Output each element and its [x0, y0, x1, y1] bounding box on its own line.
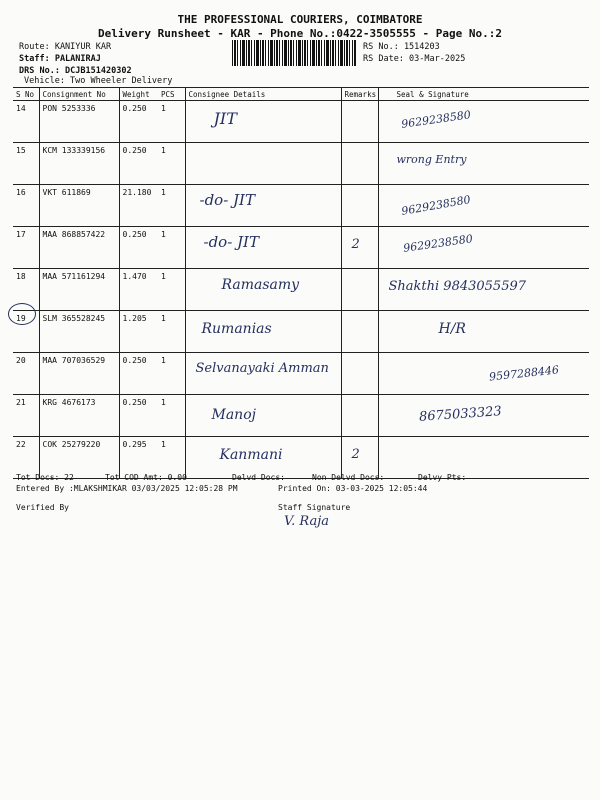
delivered-docs: Delvd Docs:: [232, 473, 285, 482]
row-remarks: [341, 395, 378, 437]
row-seal-signature: [378, 437, 589, 479]
row-sno: 19: [13, 311, 39, 353]
row-seal-signature: [378, 185, 589, 227]
row-weight: 1.205: [119, 311, 158, 353]
non-delivered-docs: Non Delvd Docs:: [312, 473, 385, 482]
drs-number: DRS No.: DCJB151420302: [19, 66, 132, 76]
printed-on: Printed On: 03-03-2025 12:05:44: [278, 484, 428, 493]
row-seal-signature: [378, 353, 589, 395]
row-consignee-details: [185, 395, 341, 437]
row-consignment-no: PON 5253336: [39, 101, 119, 143]
vehicle-label: Vehicle: Two Wheeler Delivery: [24, 76, 173, 86]
row-consignment-no: MAA 571161294: [39, 269, 119, 311]
row-consignment-no: MAA 868857422: [39, 227, 119, 269]
col-header-sno: S No: [13, 88, 39, 101]
row-seal-signature: [378, 143, 589, 185]
row-consignee-details: [185, 227, 341, 269]
company-title: THE PROFESSIONAL COURIERS, COIMBATORE: [177, 13, 423, 26]
handwritten-signature: 9629238580: [401, 232, 474, 255]
handwritten-signature: 9597288446: [488, 363, 559, 384]
handwritten-consignee: Manoj: [211, 407, 256, 423]
row-consignment-no: MAA 707036529: [39, 353, 119, 395]
rs-number: RS No.: 1514203: [363, 42, 440, 52]
row-remarks: [341, 143, 378, 185]
row-weight: 0.250: [119, 395, 158, 437]
table-row: [13, 437, 589, 479]
table-row: [13, 269, 589, 311]
handwritten-signature: 9629238580: [399, 108, 472, 131]
handwritten-consignee: -do- JIT: [199, 191, 255, 209]
row-pcs: 1: [158, 311, 185, 353]
row-weight: 0.250: [119, 353, 158, 395]
handwritten-consignee: Ramasamy: [221, 277, 300, 293]
staff-handwritten-signature: V. Raja: [284, 514, 329, 529]
row-seal-signature: [378, 311, 589, 353]
table-row: [13, 353, 589, 395]
row-pcs: 1: [158, 143, 185, 185]
entered-by: Entered By :MLAKSHMIKAR 03/03/2025 12:05:28 PM: [16, 484, 238, 493]
barcode: [232, 40, 356, 66]
row-pcs: 1: [158, 227, 185, 269]
row-remarks: [341, 185, 378, 227]
row-consignment-no: COK 25279220: [39, 437, 119, 479]
col-header-consignment: Consignment No: [39, 88, 119, 101]
hand-circle-mark: [8, 303, 36, 325]
row-consignee-details: [185, 143, 341, 185]
row-consignee-details: [185, 185, 341, 227]
row-weight: 0.295: [119, 437, 158, 479]
handwritten-signature: H/R: [438, 321, 466, 337]
row-weight: 21.180: [119, 185, 158, 227]
runsheet-table: [13, 87, 589, 479]
row-remarks: [341, 101, 378, 143]
verified-by-label: Verified By: [16, 503, 69, 512]
row-remarks: [341, 353, 378, 395]
row-remarks: [341, 311, 378, 353]
staff-label: Staff: PALANIRAJ: [19, 54, 101, 64]
handwritten-consignee: JIT: [213, 109, 237, 128]
handwritten-signature: 8675033323: [418, 404, 502, 425]
handwritten-consignee: Rumanias: [201, 321, 272, 337]
row-pcs: 1: [158, 395, 185, 437]
table-row: [13, 311, 589, 353]
row-weight: 1.470: [119, 269, 158, 311]
handwritten-signature: 9629238580: [399, 193, 472, 218]
row-pcs: 1: [158, 185, 185, 227]
row-sno: 14: [13, 101, 39, 143]
handwritten-consignee: Kanmani: [219, 447, 283, 463]
row-consignment-no: KRG 4676173: [39, 395, 119, 437]
row-sno: 16: [13, 185, 39, 227]
row-sno: 21: [13, 395, 39, 437]
runsheet-subtitle: Delivery Runsheet - KAR - Phone No.:0422-3505555 - Page No.:2: [98, 27, 502, 40]
row-sno: 18: [13, 269, 39, 311]
row-pcs: 1: [158, 269, 185, 311]
col-header-signature: Seal & Signature: [378, 88, 589, 101]
table-row: [13, 185, 589, 227]
row-pcs: 1: [158, 353, 185, 395]
table-row: [13, 143, 589, 185]
staff-signature-label: Staff Signature: [278, 503, 351, 512]
table-row: [13, 101, 589, 143]
row-consignee-details: [185, 101, 341, 143]
handwritten-consignee: Selvanayaki Amman: [195, 361, 329, 376]
col-header-remarks: Remarks: [341, 88, 378, 101]
row-consignee-details: [185, 311, 341, 353]
row-weight: 0.250: [119, 101, 158, 143]
row-sno: 22: [13, 437, 39, 479]
total-docs: Tot Docs: 22: [16, 473, 74, 482]
total-cod-amount: Tot COD Amt: 0.00: [105, 473, 187, 482]
col-header-pcs: PCS: [158, 88, 185, 101]
row-pcs: 1: [158, 101, 185, 143]
row-consignment-no: KCM 133339156: [39, 143, 119, 185]
handwritten-signature: wrong Entry: [396, 153, 467, 166]
row-consignment-no: VKT 611869: [39, 185, 119, 227]
row-consignee-details: [185, 269, 341, 311]
row-seal-signature: [378, 269, 589, 311]
handwritten-remark: 2: [351, 447, 360, 462]
row-remarks: [341, 227, 378, 269]
delivery-points: Delvy Pts:: [418, 473, 467, 482]
col-header-consignee: Consignee Details: [185, 88, 341, 101]
handwritten-signature: Shakthi 9843055597: [388, 279, 527, 294]
route-label: Route: KANIYUR KAR: [19, 42, 112, 52]
col-header-weight: Weight: [119, 88, 158, 101]
rs-date: RS Date: 03-Mar-2025: [363, 54, 466, 64]
row-consignment-no: SLM 365528245: [39, 311, 119, 353]
row-weight: 0.250: [119, 143, 158, 185]
row-sno: 17: [13, 227, 39, 269]
row-sno: 20: [13, 353, 39, 395]
handwritten-consignee: -do- JIT: [203, 233, 259, 251]
row-weight: 0.250: [119, 227, 158, 269]
table-row: [13, 227, 589, 269]
table-row: [13, 395, 589, 437]
table-header-row: [13, 88, 589, 101]
row-consignee-details: [185, 353, 341, 395]
row-sno: 15: [13, 143, 39, 185]
row-seal-signature: [378, 395, 589, 437]
row-seal-signature: [378, 227, 589, 269]
row-pcs: 1: [158, 437, 185, 479]
handwritten-remark: 2: [351, 237, 360, 252]
row-seal-signature: [378, 101, 589, 143]
row-remarks: [341, 269, 378, 311]
